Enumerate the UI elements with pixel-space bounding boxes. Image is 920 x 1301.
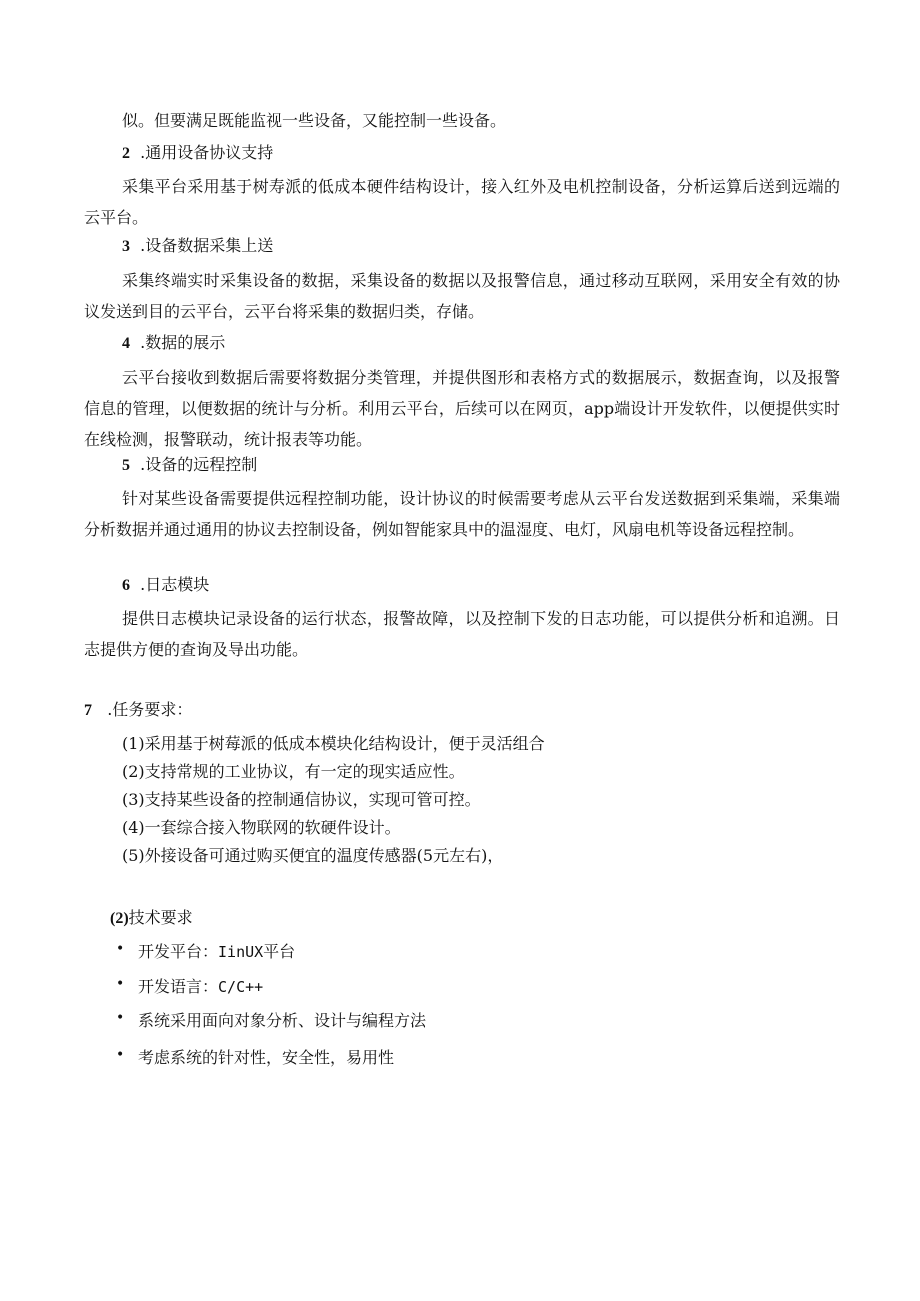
task-item: (3)支持某些设备的控制通信协议，实现可管可控。 <box>122 790 481 809</box>
tech-bullet-suffix: 平台 <box>263 942 296 961</box>
tech-bullet-prefix: 开发语言： <box>138 977 219 996</box>
section-4-body: 云平台接收到数据后需要将数据分类管理，并提供图形和表格方式的数据展示，数据查询，以及报警信息的管理，以便数据的统计与分析。利用云平台，后续可以在网页，app端设计开发软件，以便提供实时在线检测，报警联动，统计报表等功能。 <box>84 368 840 449</box>
tech-bullet-language <box>138 977 263 997</box>
section-5-number: 5 <box>122 457 130 474</box>
bullet-dot-icon: • <box>116 976 125 992</box>
bullet-dot-icon: • <box>116 941 125 957</box>
section-6-title: .日志模块 <box>140 575 210 594</box>
task-item: (4)一套综合接入物联网的软硬件设计。 <box>122 818 401 837</box>
section-3-title: .设备数据采集上送 <box>140 236 274 255</box>
tech-bullet-code: C/C++ <box>218 978 264 996</box>
tech-bullet-platform <box>138 942 295 962</box>
section-5-body: 针对某些设备需要提供远程控制功能，设计协议的时候需要考虑从云平台发送数据到采集端，采集端分析数据并通过通用的协议去控制设备，例如智能家具中的温湿度、电灯，风扇电机等设备远程控制。 <box>84 489 840 539</box>
section-2-number: 2 <box>122 145 130 162</box>
bullet-dot-icon: • <box>116 1010 125 1026</box>
task-heading <box>84 700 192 721</box>
section-6-body: 提供日志模块记录设备的运行状态，报警故障，以及控制下发的日志功能，可以提供分析和追溯。日志提供方便的查询及导出功能。 <box>84 609 840 659</box>
tech-bullet-prefix: 开发平台： <box>138 942 219 961</box>
section-2-body: 采集平台采用基于树寿派的低成本硬件结构设计，接入红外及电机控制设备，分析运算后送到远端的云平台。 <box>84 177 840 227</box>
task-item: (5)外接设备可通过购买便宜的温度传感器(5元左右)， <box>122 846 504 865</box>
section-6-heading <box>122 575 209 596</box>
task-number: 7 <box>84 702 92 719</box>
section-3-body: 采集终端实时采集设备的数据，采集设备的数据以及报警信息，通过移动互联网，采用安全有效的协议发送到目的云平台，云平台将采集的数据归类，存储。 <box>84 271 840 321</box>
tech-number: (2) <box>110 910 129 927</box>
section-4-number: 4 <box>122 335 130 352</box>
section-2-title: .通用设备协议支持 <box>140 143 274 162</box>
section-3-number: 3 <box>122 238 130 255</box>
tech-heading <box>110 908 193 929</box>
section-3-heading <box>122 236 273 257</box>
task-item: (1)采用基于树莓派的低成本模块化结构设计，便于灵活组合 <box>122 734 545 753</box>
section-6-number: 6 <box>122 577 130 594</box>
section-5-title: .设备的远程控制 <box>140 455 258 474</box>
bullet-dot-icon: • <box>116 1047 125 1063</box>
section-5-heading <box>122 455 257 476</box>
tech-bullet-code: IinUX <box>218 943 264 961</box>
task-item: (2)支持常规的工业协议，有一定的现实适应性。 <box>122 762 465 781</box>
tech-title: 技术要求 <box>128 908 193 927</box>
intro-tail-text: 似。但要满足既能监视一些设备，又能控制一些设备。 <box>122 111 507 130</box>
task-title: .任务要求： <box>107 700 193 719</box>
tech-bullet-method: 系统采用面向对象分析、设计与编程方法 <box>138 1011 427 1030</box>
section-2-heading <box>122 143 273 164</box>
tech-bullet-quality: 考虑系统的针对性，安全性，易用性 <box>138 1048 395 1067</box>
section-4-title: .数据的展示 <box>140 333 226 352</box>
section-4-heading <box>122 333 225 354</box>
